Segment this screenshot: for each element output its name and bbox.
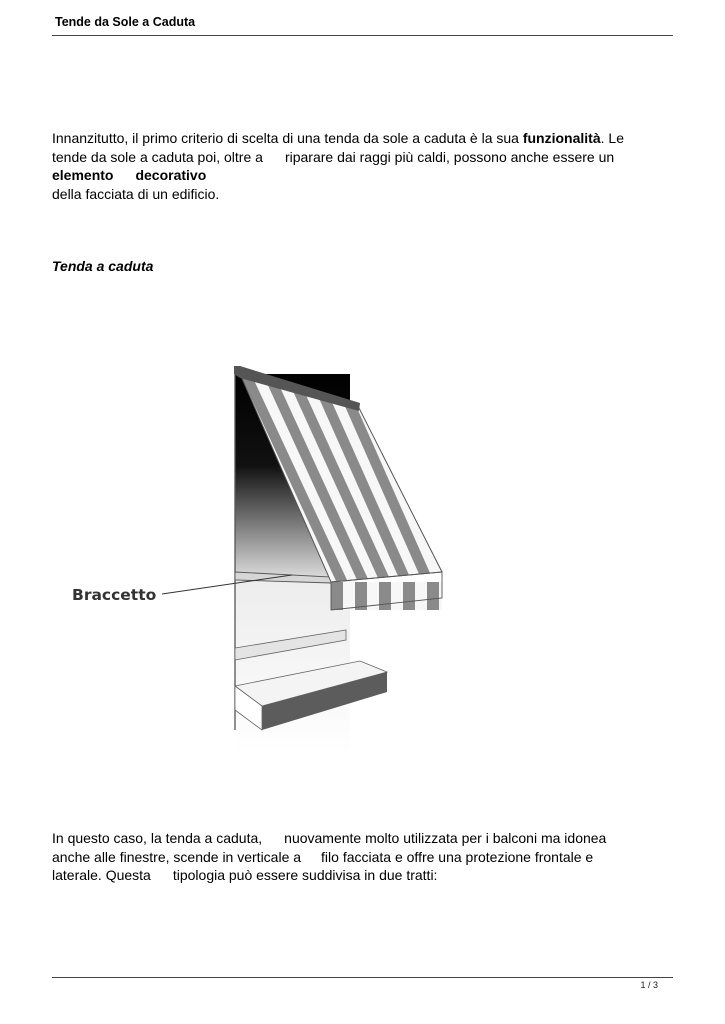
body-line-1: [52, 829, 677, 848]
window-sill: [235, 661, 387, 730]
body-paragraph: [52, 829, 677, 885]
footer-divider: [52, 977, 673, 978]
body-line-1-a: In questo caso, la tenda a caduta,: [52, 830, 263, 846]
intro-bold-decorativo: decorativo: [135, 167, 207, 183]
awning-valance: [331, 582, 442, 610]
intro-line-2-b: riparare dai raggi più caldi, possono anche essere un: [284, 148, 615, 165]
body-line-2-a: anche alle finestre, scende in verticale a: [52, 848, 302, 865]
intro-bold-elemento: elemento: [52, 167, 114, 183]
window-rail: [235, 630, 346, 660]
intro-line-2-a: tende da sole a caduta poi, oltre a: [52, 148, 263, 165]
intro-line-2: [52, 148, 677, 167]
section-heading: Tenda a caduta: [52, 258, 154, 274]
intro-line-3: [52, 166, 677, 185]
body-line-2: [52, 848, 677, 867]
body-line-3-b: tipologia può essere suddivisa in due tratti:: [172, 867, 438, 883]
body-line-2-b: filo facciata e offre una protezione frontale e: [321, 848, 594, 865]
header-divider: [52, 35, 673, 36]
intro-tail: . Le: [600, 130, 624, 146]
body-line-3-a: laterale. Questa: [52, 867, 151, 883]
body-line-3: [52, 866, 677, 885]
intro-line-4: della facciata di un edificio.: [52, 185, 220, 202]
page-number: 1 / 3: [640, 980, 658, 990]
intro-bold-funzionalita: funzionalità: [522, 130, 601, 146]
window-recess: [235, 370, 350, 754]
body-line-1-b: nuovamente molto utilizzata per i balconi ma idonea: [284, 830, 607, 846]
intro-line-1: [52, 129, 677, 148]
intro-text: Innanzitutto, il primo criterio di scelta di una tenda da sole a caduta è la sua: [52, 130, 523, 146]
intro-paragraph: [52, 129, 677, 203]
page-header-title: Tende da Sole a Caduta: [55, 15, 196, 29]
arm-bracket: [235, 572, 331, 583]
awning-canvas: [220, 360, 460, 600]
braccetto-label: Braccetto: [72, 586, 157, 604]
label-leader-line: [162, 575, 292, 594]
roller-box: [234, 366, 360, 411]
